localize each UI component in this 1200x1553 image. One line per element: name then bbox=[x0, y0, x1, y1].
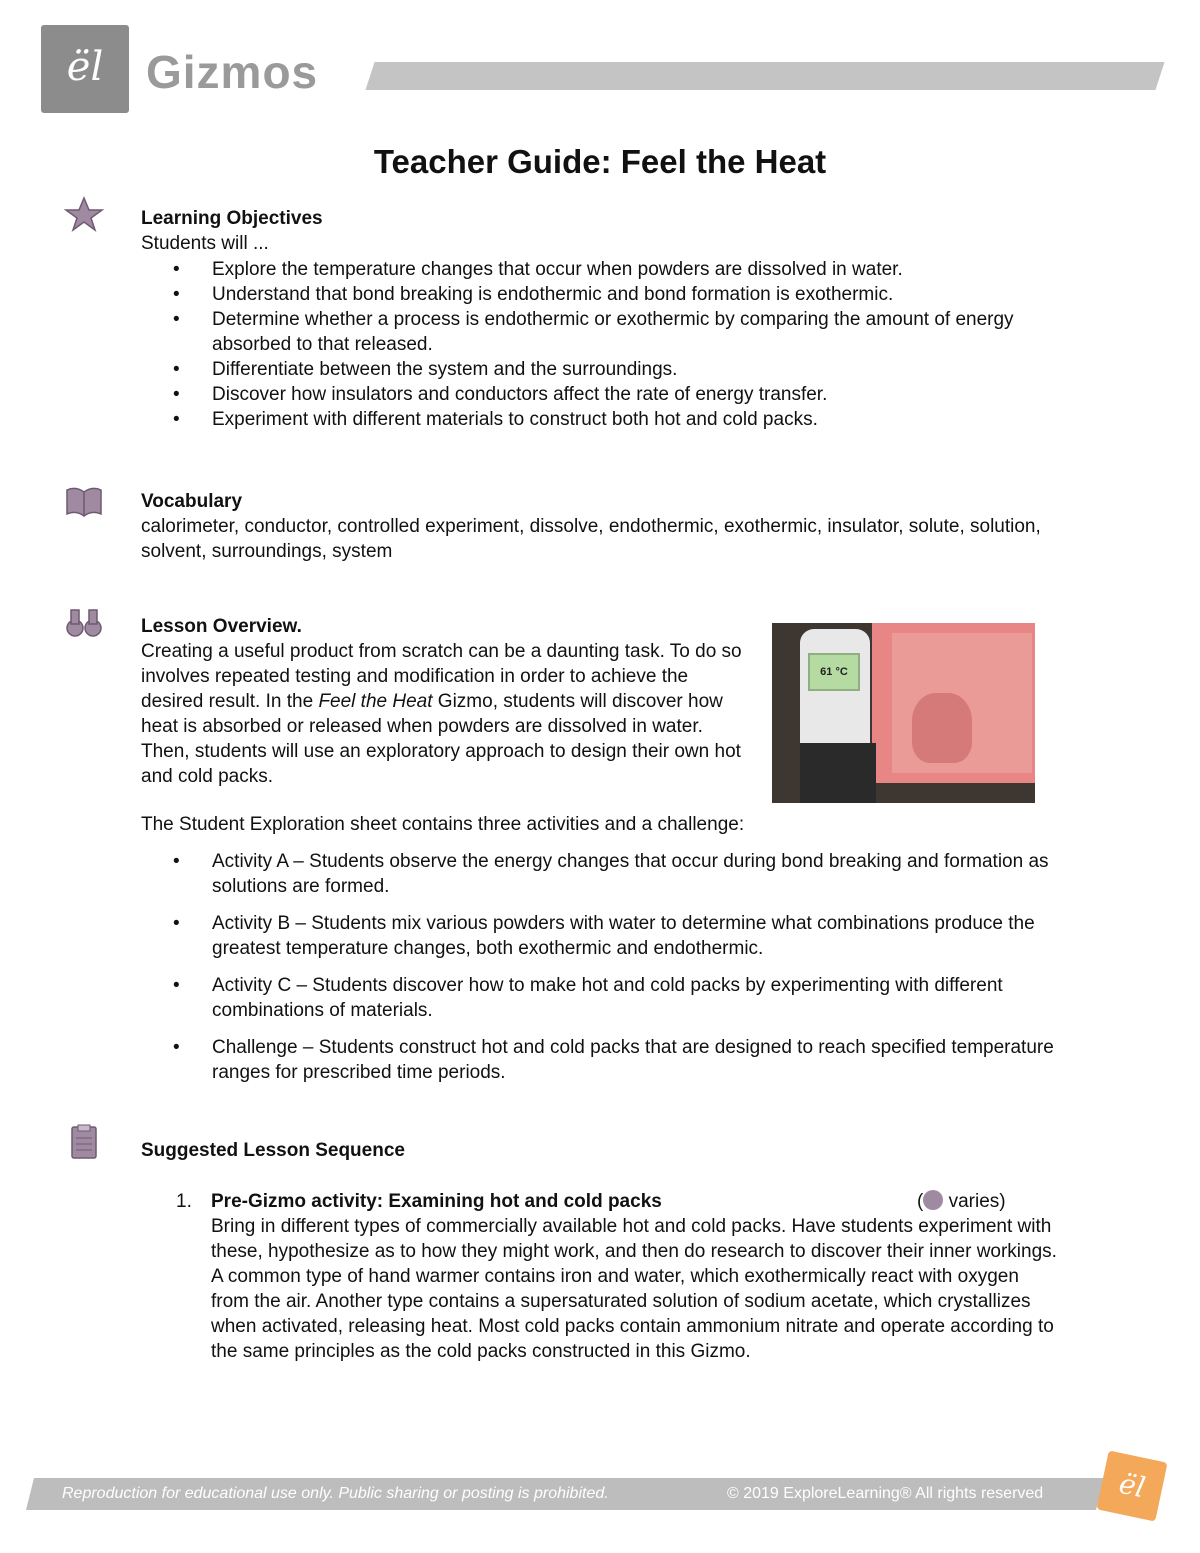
clipboard-icon bbox=[64, 1124, 104, 1160]
brand-name: Gizmos bbox=[146, 46, 319, 98]
page-title: Teacher Guide: Feel the Heat bbox=[373, 143, 827, 180]
list-item: • Differentiate between the system and the surroundings. bbox=[141, 357, 1071, 382]
clock-icon bbox=[923, 1190, 943, 1210]
footer-copyright: © 2019 ExploreLearning® All rights reserved bbox=[727, 1485, 1044, 1502]
vocabulary-text: calorimeter, conductor, controlled experiment, dissolve, endothermic, exothermic, insulator, solute, solution, solvent, surroundings, system bbox=[141, 516, 1041, 562]
gizmo-screenshot bbox=[772, 623, 1035, 803]
list-item: • Experiment with different materials to construct both hot and cold packs. bbox=[141, 407, 1071, 432]
overview-text: Creating a useful product from scratch can be a daunting task. To do so involves repeated testing and modification in order to achieve the desired result. In the Feel the Heat Gizmo, students will discover how heat is absorbed or released when powders are dissolved in water. Then, students will use an exploratory approach to design their own hot and cold packs. bbox=[141, 641, 742, 787]
overview-heading: Lesson Overview. bbox=[141, 616, 302, 637]
footer-logo: ël bbox=[1096, 1450, 1167, 1521]
objectives-intro: Students will ... bbox=[141, 233, 269, 254]
footer-notice: Reproduction for educational use only. Public sharing or posting is prohibited. bbox=[62, 1485, 609, 1502]
list-item: • Explore the temperature changes that occur when powders are dissolved in water. bbox=[141, 257, 1071, 282]
thermometer-reading: 61 °C bbox=[808, 653, 860, 691]
sheet-intro: The Student Exploration sheet contains three activities and a challenge: bbox=[141, 814, 745, 835]
list-item: • Discover how insulators and conductors affect the rate of energy transfer. bbox=[141, 382, 1071, 407]
activities-list bbox=[141, 849, 1061, 1097]
sequence-item-number: 1. bbox=[176, 1191, 192, 1212]
list-item: • Determine whether a process is endothermic or exothermic by comparing the amount of energy absorbed to that released. bbox=[141, 307, 1071, 357]
star-icon bbox=[64, 196, 104, 232]
sequence-time: ( varies) bbox=[917, 1191, 1006, 1212]
objectives-heading: Learning Objectives bbox=[141, 208, 323, 229]
list-item: • Activity C – Students discover how to make hot and cold packs by experimenting with different combinations of materials. bbox=[141, 973, 1061, 1023]
sequence-item-body: Bring in different types of commercially available hot and cold packs. Have students experiment with these, hypothesize as to how they might work, and then do research to discover their inner workings. A common type of hand warmer contains iron and water, which exothermically react with oxygen from the air. Another type contains a supersaturated solution of sodium acetate, which crystallizes when activated, releasing heat. Most cold packs contain ammonium nitrate and operate according to the same principles as the cold packs constructed in this Gizmo. bbox=[211, 1216, 1057, 1362]
list-item: • Challenge – Students construct hot and cold packs that are designed to reach specified temperature ranges for prescribed time periods. bbox=[141, 1035, 1061, 1085]
binoculars-icon bbox=[64, 604, 104, 640]
sequence-item-heading: Pre-Gizmo activity: Examining hot and cold packs bbox=[211, 1191, 662, 1212]
sequence-heading: Suggested Lesson Sequence bbox=[141, 1140, 405, 1161]
explorelearning-logo: ël bbox=[66, 44, 104, 90]
list-item: • Activity B – Students mix various powders with water to determine what combinations produce the greatest temperature changes, both exothermic and endothermic. bbox=[141, 911, 1061, 961]
list-item: • Understand that bond breaking is endothermic and bond formation is exothermic. bbox=[141, 282, 1071, 307]
gizmo-name: Feel the Heat bbox=[318, 691, 433, 712]
list-item: • Activity A – Students observe the energy changes that occur during bond breaking and formation as solutions are formed. bbox=[141, 849, 1061, 899]
book-icon bbox=[64, 484, 104, 520]
objectives-list bbox=[141, 257, 1071, 432]
vocabulary-heading: Vocabulary bbox=[141, 491, 243, 512]
header-bar bbox=[365, 62, 1164, 90]
